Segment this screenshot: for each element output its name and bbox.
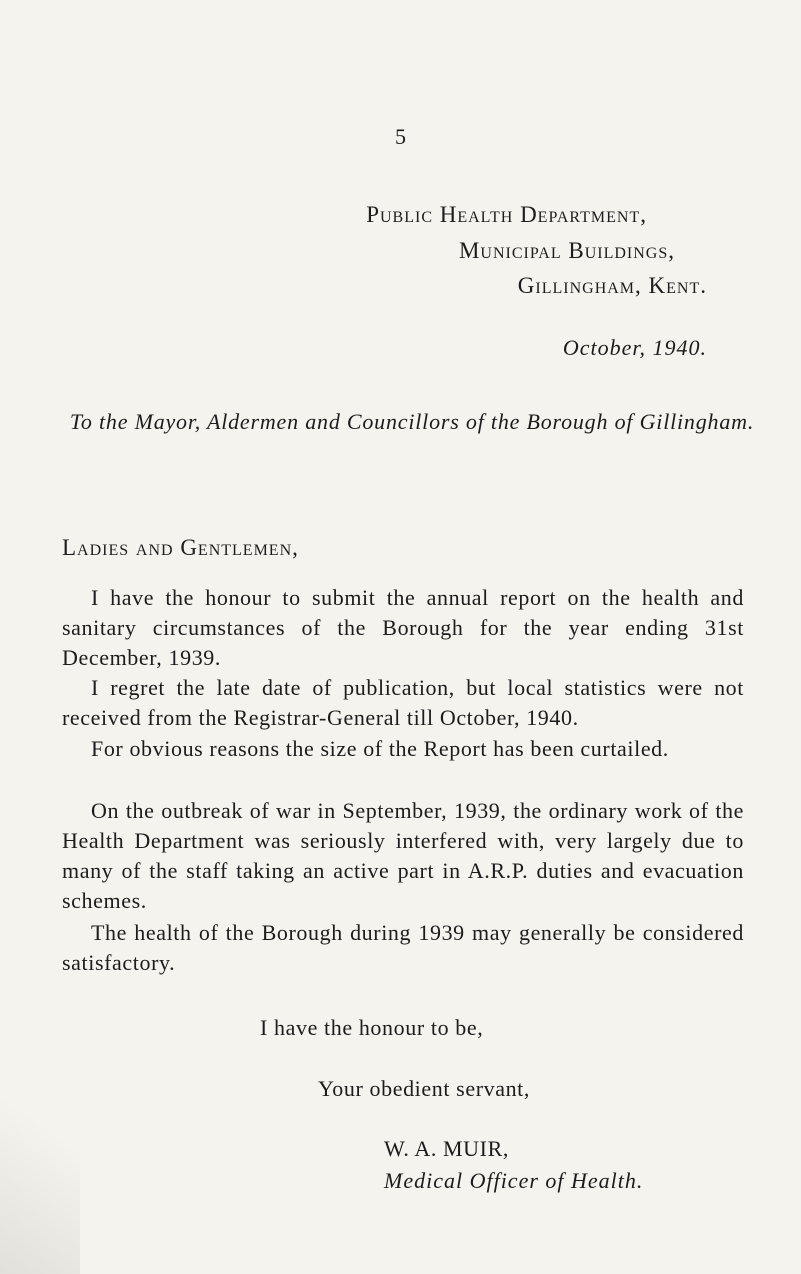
paragraph-borough-health: The health of the Borough during 1939 may generally be considered satisfactory. <box>62 920 744 975</box>
paragraph-war-outbreak: On the outbreak of war in September, 1939, the ordinary work of the Health Department was seriously interfered with, very largely due to many of the staff taking an active part in A.R.P. duties and evacuation schemes. <box>62 798 744 913</box>
page-number: 5 <box>395 124 406 149</box>
letterhead-location: Gillingham, Kent. <box>517 273 707 298</box>
paragraph-curtailed-report: For obvious reasons the size of the Report has been curtailed. <box>91 736 669 761</box>
letter-salutation: Ladies and Gentlemen, <box>62 535 299 560</box>
letterhead-buildings: Municipal Buildings, <box>458 238 675 263</box>
paragraph-late-publication: I regret the late date of publication, but local statistics were not received from the Registrar-General till October, 1940. <box>62 675 744 730</box>
signature-name: W. A. MUIR, <box>384 1136 509 1161</box>
closing-servant: Your obedient servant, <box>318 1076 530 1101</box>
signature-title: Medical Officer of Health. <box>384 1168 644 1193</box>
letter-addressee: To the Mayor, Aldermen and Councillors of the Borough of Gillingham. <box>69 409 755 434</box>
closing-honour: I have the honour to be, <box>260 1015 484 1040</box>
letter-date: October, 1940. <box>562 335 707 360</box>
page-shadow <box>0 1074 80 1274</box>
letterhead-department: Public Health Department, <box>366 202 647 227</box>
paragraph-report-submission: I have the honour to submit the annual report on the health and sanitary circumstances of the Borough for the year ending 31st December, 1939. <box>62 585 744 670</box>
